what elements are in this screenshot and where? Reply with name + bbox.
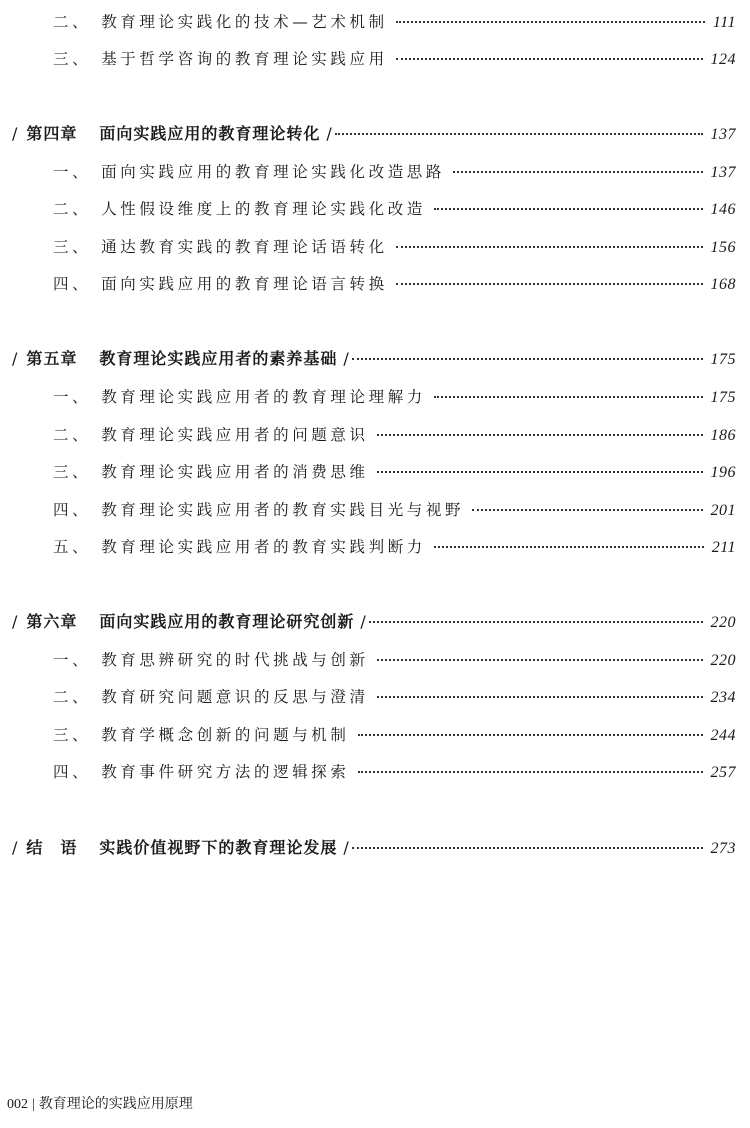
toc-chapter-5[interactable] [12,347,736,371]
footer-separator: | [32,1097,35,1112]
toc-entry[interactable] [53,197,736,221]
slash-mark: / [12,838,19,857]
chapter-title: 教育理论实践应用者的素养基础 [99,349,338,368]
footer-page-number: 002 [7,1097,28,1112]
chapter-number: 第五章 [26,349,78,368]
page-number: 220 [710,614,736,631]
entry-title: 面向实践应用的教育理论实践化改造思路 [101,163,446,181]
dot-leader [434,396,703,398]
page-number: 244 [710,727,736,744]
dot-leader [358,734,703,736]
slash-mark: / [326,124,333,143]
page-footer [7,1093,193,1113]
page-number: 273 [710,840,736,857]
page-number: 234 [710,689,736,706]
entry-title: 教育理论实践应用者的教育理论理解力 [101,388,426,406]
toc-entry[interactable] [53,535,736,559]
entry-title: 教育理论实践化的技术—艺术机制 [101,13,388,31]
toc-entry[interactable] [53,160,736,184]
entry-number: 一、 [53,163,92,181]
page-number: 124 [710,51,736,68]
page-number: 137 [710,164,736,181]
chapter-title: 实践价值视野下的教育理论发展 [99,838,338,857]
entry-number: 二、 [53,688,92,706]
entry-title: 面向实践应用的教育理论语言转换 [101,275,388,293]
dot-leader [434,208,703,210]
slash-mark: / [360,612,367,631]
page-number: 175 [710,351,736,368]
page-number: 201 [710,502,736,519]
dot-leader [472,509,702,511]
page-number: 156 [710,239,736,256]
dot-leader [434,546,704,548]
entry-number: 三、 [53,463,92,481]
entry-number: 一、 [53,388,92,406]
toc-entry[interactable] [53,498,736,522]
dot-leader [352,358,703,360]
entry-number: 三、 [53,238,92,256]
page-number: 175 [710,389,736,406]
dot-leader [377,434,703,436]
slash-mark: / [12,612,19,631]
page-number: 220 [710,652,736,669]
chapter-title: 面向实践应用的教育理论转化 [99,124,321,143]
toc-entry[interactable] [53,648,736,672]
toc-conclusion[interactable] [12,836,736,860]
dot-leader [396,246,703,248]
toc-entry[interactable] [53,685,736,709]
entry-title: 教育思辨研究的时代挑战与创新 [101,651,369,669]
entry-title: 教育研究问题意识的反思与澄清 [101,688,369,706]
toc-entry[interactable] [53,235,736,259]
entry-title: 教育理论实践应用者的消费思维 [101,463,369,481]
slash-mark: / [12,349,19,368]
entry-title: 通达教育实践的教育理论话语转化 [101,238,388,256]
dot-leader [377,696,703,698]
dot-leader [377,659,703,661]
entry-number: 一、 [53,651,92,669]
entry-number: 三、 [53,726,92,744]
toc-entry[interactable] [53,760,736,784]
entry-title: 人性假设维度上的教育理论实践化改造 [101,200,426,218]
dot-leader [396,58,703,60]
dot-leader [369,621,703,623]
page-number: 257 [710,764,736,781]
entry-number: 四、 [53,501,92,519]
entry-number: 四、 [53,275,92,293]
dot-leader [377,471,703,473]
page-number: 186 [710,427,736,444]
entry-title: 教育事件研究方法的逻辑探索 [101,763,350,781]
toc-entry[interactable] [53,272,736,296]
toc-entry[interactable] [53,385,736,409]
slash-mark: / [12,124,19,143]
toc-chapter-6[interactable] [12,610,736,634]
dot-leader [335,133,703,135]
page-number: 137 [710,126,736,143]
chapter-title: 面向实践应用的教育理论研究创新 [99,612,355,631]
dot-leader [453,171,702,173]
toc-entry[interactable] [53,423,736,447]
chapter-number: 结 语 [26,838,78,857]
chapter-number: 第六章 [26,612,78,631]
page-number: 211 [711,539,736,556]
entry-number: 二、 [53,426,92,444]
toc-entry[interactable] [53,10,736,34]
page-number: 146 [710,201,736,218]
entry-title: 基于哲学咨询的教育理论实践应用 [101,50,388,68]
entry-title: 教育理论实践应用者的问题意识 [101,426,369,444]
entry-title: 教育学概念创新的问题与机制 [101,726,350,744]
toc-entry[interactable] [53,460,736,484]
entry-number: 四、 [53,763,92,781]
page-number: 111 [712,14,736,31]
footer-book-title: 教育理论的实践应用原理 [38,1097,193,1112]
toc-chapter-4[interactable] [12,122,736,146]
slash-mark: / [343,349,350,368]
page-number: 196 [710,464,736,481]
entry-title: 教育理论实践应用者的教育实践判断力 [101,538,426,556]
slash-mark: / [343,838,350,857]
page-number: 168 [710,276,736,293]
dot-leader [396,21,705,23]
toc-entry[interactable] [53,723,736,747]
entry-number: 二、 [53,13,92,31]
dot-leader [396,283,703,285]
entry-number: 三、 [53,50,92,68]
dot-leader [352,847,703,849]
entry-number: 二、 [53,200,92,218]
entry-title: 教育理论实践应用者的教育实践目光与视野 [101,501,465,519]
chapter-number: 第四章 [26,124,78,143]
dot-leader [358,771,703,773]
entry-number: 五、 [53,538,92,556]
toc-entry[interactable] [53,47,736,71]
